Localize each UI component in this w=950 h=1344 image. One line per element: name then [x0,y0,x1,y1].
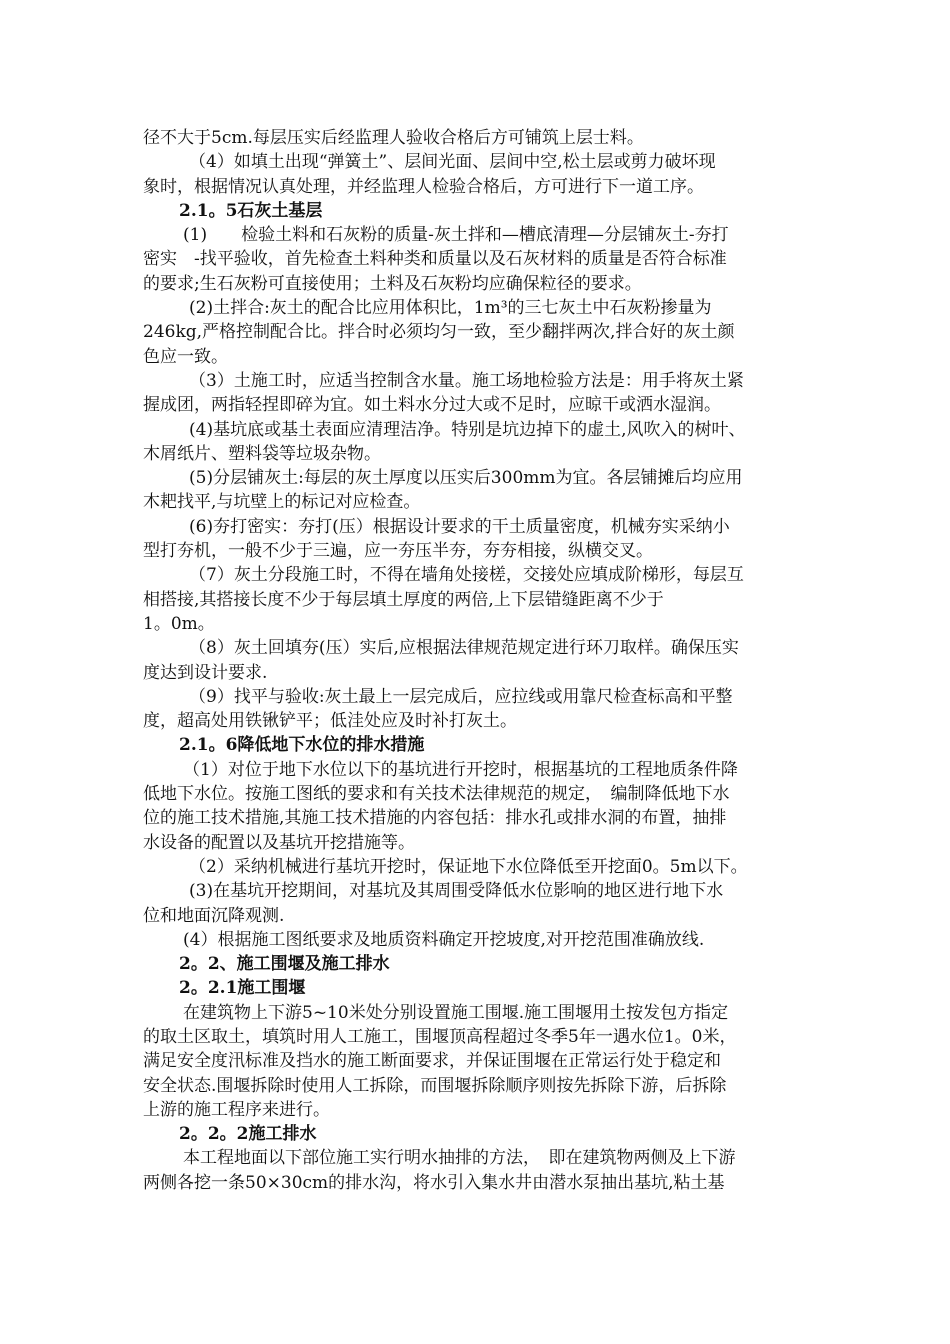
text-line: 满足安全度汛标准及挡水的施工断面要求，并保证围堰在正常运行处于稳定和 [143,1051,721,1072]
text-line: (1) 检验土料和石灰粉的质量-灰土拌和—槽底清理—分层铺灰土-夯打 [183,225,729,246]
text-line: 246kg,严格控制配合比。拌合时必须均匀一致，至少翻拌两次,拌合好的灰土颜 [143,322,735,343]
text-line: （9）找平与验收:灰土最上一层完成后，应拉线或用靠尺检查标高和平整 [189,686,733,707]
text-line: （2）采纳机械进行基坑开挖时，保证地下水位降低至开挖面0。5m以下。 [189,856,748,877]
text-line: 水设备的配置以及基坑开挖措施等。 [143,832,415,853]
text-line: (4)基坑底或基土表面应清理洁净。特别是坑边掉下的虚土,风吹入的树叶、 [189,419,746,440]
text-line: 度达到设计要求. [143,662,268,683]
text-line: 的要求;生石灰粉可直接使用；土料及石灰粉均应确保粒径的要求。 [143,273,642,294]
document-body [143,126,807,1195]
text-line: 本工程地面以下部位施工实行明水抽排的方法， 即在建筑物两侧及上下游 [183,1148,736,1169]
text-line: 位的施工技术措施,其施工技术措施的内容包括：排水孔或排水洞的布置，抽排 [143,808,727,829]
text-line: 象时，根据情况认真处理，并经监理人检验合格后，方可进行下一道工序。 [143,176,704,197]
text-line: 的取土区取土，填筑时用人工施工，围堰顶高程超过冬季5年一遇水位1。0米， [143,1026,737,1047]
section-heading: 2。2。2施工排水 [179,1124,317,1145]
section-heading: 2.1。6降低地下水位的排水措施 [179,735,425,756]
text-line: 安全状态.围堰拆除时使用人工拆除，而围堰拆除顺序则按先拆除下游，后拆除 [143,1075,727,1096]
text-line: （8）灰土回填夯(压）实后,应根据法律规范规定进行环刀取样。确保压实 [189,638,739,659]
text-line: 两侧各挖一条50×30cm的排水沟，将水引入集水井由潜水泵抽出基坑,粘土基 [143,1172,725,1193]
text-line: 色应一致。 [143,346,228,367]
text-line: 型打夯机，一般不少于三遍，应一夯压半夯，夯夯相接，纵横交叉。 [143,541,653,562]
text-line: （4）如填土出现“弹簧土”、层间光面、层间中空,松土层或剪力破坏现 [189,152,716,173]
text-line: （1）对位于地下水位以下的基坑进行开挖时，根据基坑的工程地质条件降 [183,759,738,780]
text-line: 在建筑物上下游5~10米处分别设置施工围堰.施工围堰用土按发包方指定 [183,1002,729,1023]
text-line: (6)夯打密实：夯打(压）根据设计要求的干土质量密度，机械夯实采纳小 [189,516,730,537]
text-line: 度，超高处用铁锹铲平；低洼处应及时补打灰土。 [143,711,517,732]
text-line: (5)分层铺灰土:每层的灰土厚度以压实后300mm为宜。各层铺摊后均应用 [189,468,743,489]
text-line: （3）土施工时，应适当控制含水量。施工场地检验方法是：用手将灰土紧 [189,370,744,391]
text-line: 位和地面沉降观测. [143,905,285,926]
section-heading: 2.1。5石灰土基层 [179,200,323,221]
text-line: 握成团，两指轻捏即碎为宜。如土料水分过大或不足时，应晾干或洒水湿润。 [143,395,721,416]
section-heading: 2。2.1施工围堰 [179,978,306,999]
text-line: 相搭接,其搭接长度不少于每层填土厚度的两倍,上下层错缝距离不少于 [143,589,664,610]
section-heading: 2。2、施工围堰及施工排水 [179,954,390,975]
text-line: （7）灰土分段施工时，不得在墙角处接槎，交接处应填成阶梯形，每层互 [189,565,744,586]
text-line: (4）根据施工图纸要求及地质资料确定开挖坡度,对开挖范围准确放线. [183,929,705,950]
text-line: 低地下水位。按施工图纸的要求和有关技术法律规范的规定， 编制降低地下水 [143,784,730,805]
text-line: 径不大于5cm.每层压实后经监理人验收合格后方可铺筑上层士料。 [143,128,644,148]
text-line: 密实 -找平验收，首先检查土料种类和质量以及石灰材料的质量是否符合标准 [143,249,727,270]
text-line: 1。0m。 [143,613,215,634]
text-line: 木耙找平,与坑壁上的标记对应检查。 [143,492,421,513]
text-line: 上游的施工程序来进行。 [143,1099,330,1120]
text-line: (3)在基坑开挖期间，对基坑及其周围受降低水位影响的地区进行地下水 [189,881,724,902]
text-line: (2)土拌合:灰土的配合比应用体积比，1m³的三七灰土中石灰粉掺量为 [189,298,712,319]
text-line: 木屑纸片、塑料袋等垃圾杂物。 [143,443,381,464]
